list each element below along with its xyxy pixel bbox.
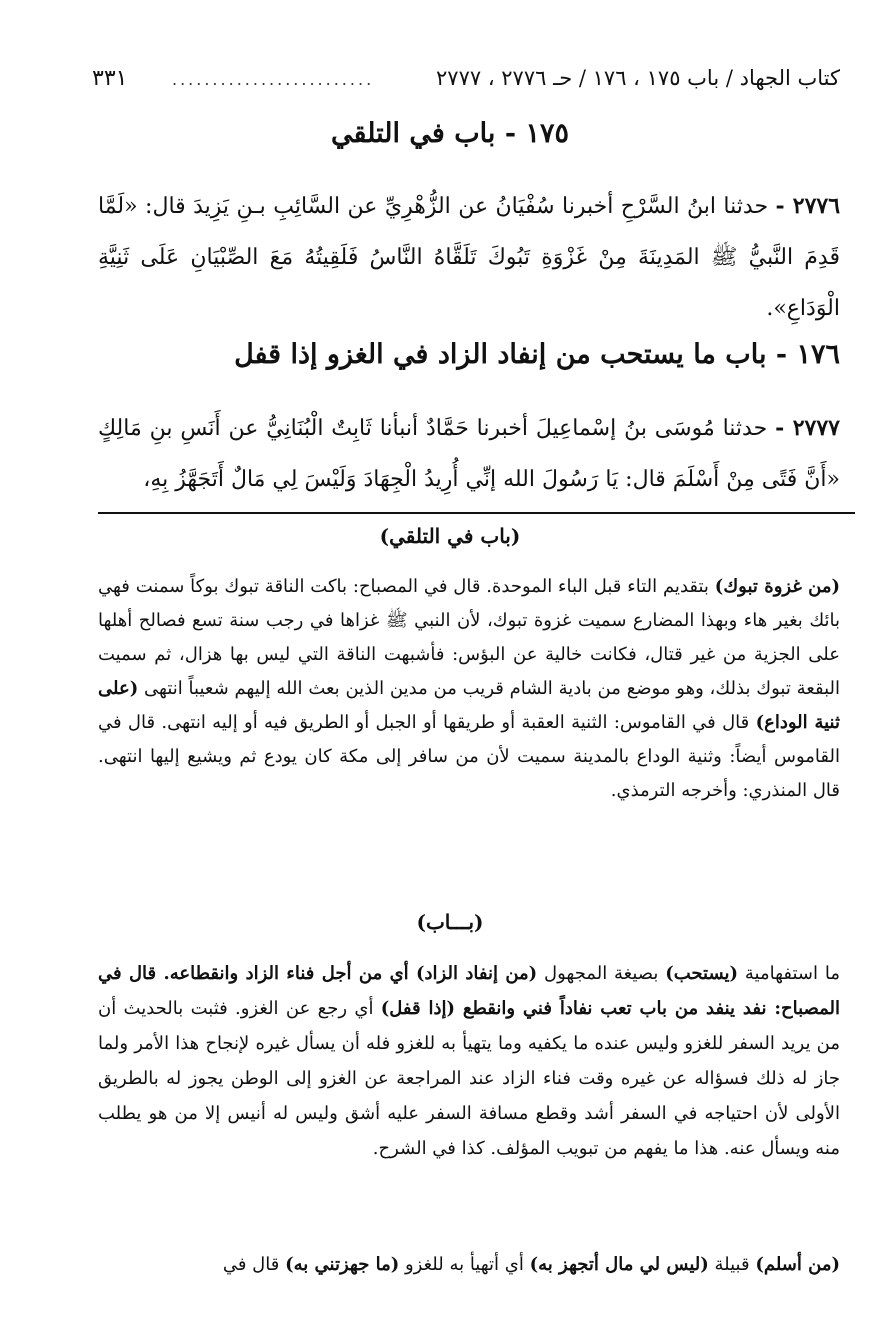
hadith-2777 <box>98 403 840 505</box>
running-header <box>92 66 840 100</box>
commentary-text: أي أتهيأ به للغزو <box>404 1254 524 1275</box>
commentary-paragraph-3 <box>98 1248 840 1282</box>
footnote-divider <box>98 512 855 514</box>
commentary-paragraph-2 <box>98 956 840 1166</box>
commentary-text: بتقديم التاء قبل الباء الموحدة. قال في المصباح: باكت الناقة تبوك بوكاً سمنت فهي بائك بغير هاء وبهذا المضارع سميت غزوة تبوك، لأن النبي ﷺ غزاها في رجب سنة تسع فصالح أهلها على الجزية من غير قتال، فكانت خالية عن البؤس: فأشبهت الناقة التي ليس بها هزال، ثم سميت البقعة تبوك بذلك، وهو موضع من بادية الشام قريب من مدين الذين بعث الله إليهم شعيباً انتهى <box>98 576 840 699</box>
page-number: ٣٣١ <box>92 66 128 91</box>
chapter-heading-176 <box>60 339 840 370</box>
commentary-keyword: (من أسلم) <box>755 1254 840 1275</box>
commentary-keyword: (من إنفاد الزاد) أي من أجل فناء الزاد وانقطاعه. قال في المصباح: نفد ينفد من باب تعب نفاداً فني وانقطع (إذا قفل) <box>98 963 840 1019</box>
chapter-number: ١٧٥ - <box>504 118 569 149</box>
hadith-matn: «لَمَّا قَدِمَ النَّبيُّ ﷺ المَدِينَةَ مِنْ غَزْوَةِ تَبُوكَ تَلَقَّاهُ النَّاسُ فَلَقِيتُهُ مَعَ الصِّبْيَانِ عَلَى ثَنِيَّةِ الْوَدَاعِ». <box>98 194 840 321</box>
hadith-number: ٢٧٧٦ - <box>775 193 841 219</box>
chapter-keyword: باب <box>725 339 767 370</box>
chapter-number: ١٧٦ - <box>775 339 840 370</box>
chapter-title: في التلقي <box>331 118 445 149</box>
hadith-2776 <box>98 181 840 334</box>
commentary-text: قبيلة <box>714 1254 750 1275</box>
running-header-title: كتاب الجهاد / باب ١٧٥ ، ١٧٦ / حـ ٢٧٧٦ ، ٢٧٧٧ <box>436 66 840 90</box>
hadith-number: ٢٧٧٧ - <box>775 415 840 441</box>
chapter-heading-175 <box>60 118 840 149</box>
leader-dots: ......................... <box>172 70 375 89</box>
commentary-keyword: (ما جهزتني به) <box>285 1254 400 1275</box>
commentary-text: قال في <box>222 1254 280 1275</box>
commentary-text: قال في القاموس: الثنية العقبة أو طريقها أو الجبل أو الطريق فيه أو إليه انتهى. قال في القاموس أيضاً: وثنية الوداع بالمدينة سميت لأن من سافر إلى مكة كان يودع ثم ويشيع إليها انتهى. قال المنذري: وأخرجه الترمذي. <box>98 712 840 801</box>
commentary-keyword: (على ثنية الوداع) <box>98 678 840 733</box>
commentary-text: ما استفهامية <box>744 963 840 984</box>
commentary-keyword: (من غزوة تبوك) <box>714 576 840 597</box>
hadith-isnad: حدثنا مُوسَى بنُ إسْماعِيلَ أخبرنا حَمَّادٌ أنبأنا ثَابِتٌ الْبُنَانِيُّ عن أَنَسِ بنِ مَالِكٍ <box>98 416 768 441</box>
commentary-keyword: (يستحب) <box>665 963 739 984</box>
commentary-keyword: (ليس لي مال أتجهز به) <box>529 1254 709 1275</box>
commentary-heading-2: (بـــاب) <box>416 910 484 934</box>
hadith-isnad: حدثنا ابنُ السَّرْحِ أخبرنا سُفْيَانُ عن الزُّهْرِيِّ عن السَّائِبِ بـنِ يَزِيدَ قال: <box>145 194 769 219</box>
hadith-matn: «أَنَّ فَتًى مِنْ أَسْلَمَ قال: يَا رَسُولَ الله إنِّي أُرِيدُ الْجِهَادَ وَلَيْسَ لِي مَالٌ أَتَجَهَّزُ بِهِ، <box>143 467 840 492</box>
chapter-title: ما يستحب من إنفاد الزاد في الغزو إذا قفل <box>234 339 716 370</box>
commentary-paragraph-1 <box>98 570 840 808</box>
commentary-text: أي رجع عن الغزو. فثبت بالحديث أن من يريد السفر للغزو وليس عنده ما يكفيه وما يتهيأ به للغزو فله أن يسأل غيره لإنجاح هذا الأمر ولما جاز له ذلك فسؤاله عن غيره وقت فناء الزاد عند المراجعة عن الغزو إلى الوطن يجوز له بالطريق الأولى لأن احتياجه في السفر أشد وقطع مسافة السفر عليه أشق وليس له أنيس إلا من هو يطلب منه ويسأل عنه. هذا ما يفهم من تبويب المؤلف. كذا في الشرح. <box>98 998 840 1159</box>
chapter-keyword: باب <box>454 118 496 149</box>
commentary-heading-1: (باب في التلقي) <box>379 524 521 548</box>
commentary-text: بصيغة المجهول <box>544 963 659 984</box>
